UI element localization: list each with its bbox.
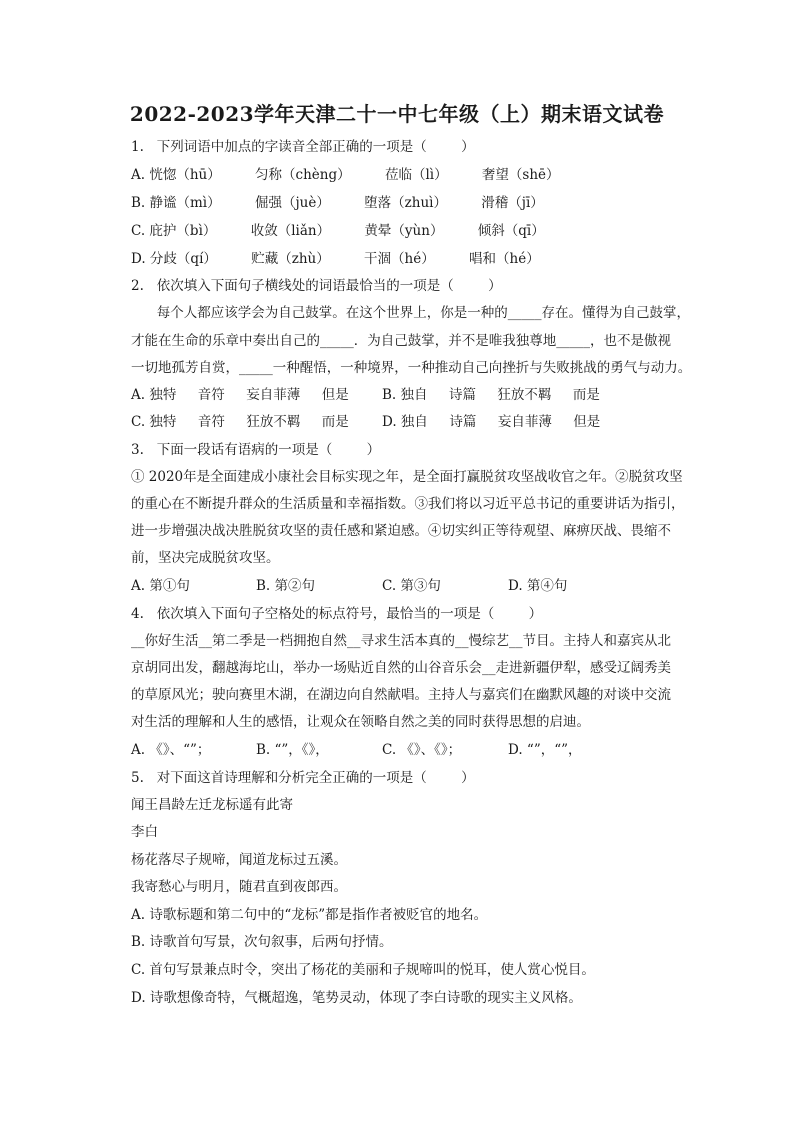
q2-passage-line: 每个人都应该学会为自己鼓掌。在这个世界上，你是一种的_____存在。懂得为自己鼓掌，	[131, 305, 690, 321]
q3-stem: 3. 下面一段话有语病的一项是（ ）	[131, 442, 381, 458]
q5-option-a: A. 诗歌标题和第二句中的“龙标”都是指作者被贬官的地名。	[131, 907, 488, 923]
q1-option-a: A. 恍惚（hū） 匀称（chèng） 莅临（lì） 奢望（shē）	[131, 167, 560, 183]
q3-option-c: C. 第③句	[382, 578, 441, 594]
q5-option-c: C. 首句写景兼点时令，突出了杨花的美丽和子规啼叫的悦耳，使人赏心悦目。	[131, 962, 595, 978]
q4-passage-line: 对生活的理解和人生的感悟，让观众在领略自然之美的同时获得思想的启迪。	[131, 714, 590, 730]
q4-option-a: A. 《》、“”；	[131, 742, 211, 758]
q5-stem: 5. 对下面这首诗理解和分析完全正确的一项是（ ）	[131, 770, 475, 786]
poem-author: 李白	[131, 824, 158, 840]
q1-stem: 1. 下列词语中加点的字读音全部正确的一项是（ ）	[131, 139, 475, 155]
exam-title: 2022-2023学年天津二十一中七年级（上）期末语文试卷	[129, 102, 665, 126]
q1-option-d: D. 分歧（qí） 贮藏（zhù） 干涸（hé） 唱和（hé）	[131, 251, 540, 267]
q2-option-d: D. 独自 诗篇 妄自菲薄 但是	[382, 414, 601, 430]
q4-stem: 4. 依次填入下面句子空格处的标点符号，最恰当的一项是（ ）	[131, 606, 543, 622]
q4-option-d: D. “”，“”，	[508, 742, 582, 758]
q4-option-b: B. “”，《》，	[256, 742, 329, 758]
q4-passage-line: __你好生活__第二季是一档拥抱自然__寻求生活本真的__慢综艺__节目。主持人和嘉宾从北	[131, 633, 671, 649]
q5-option-b: B. 诗歌首句写景，次句叙事，后两句抒情。	[131, 934, 393, 950]
q4-passage-line: 的草原风光；驶向赛里木湖，在湖边向自然献唱。主持人与嘉宾们在幽默风趣的对谈中交流	[131, 687, 671, 703]
q1-option-b: B. 静谧（mì） 倔强（juè） 堕落（zhuì） 滑稽（jī）	[131, 195, 544, 211]
q1-option-c: C. 庇护（bì） 收敛（liǎn） 黄晕（yùn） 倾斜（qī）	[131, 223, 545, 239]
q2-passage-line: 一切地孤芳自赏，_____一种醒悟，一种境界，一种推动自己向挫折与失败挑战的勇气与动力。	[131, 360, 692, 376]
poem-title: 闻王昌龄左迁龙标遥有此寄	[131, 797, 293, 813]
q3-option-a: A. 第①句	[131, 578, 190, 594]
q3-passage-line: 进一步增强决战决胜脱贫攻坚的责任感和紧迫感。④切实纠正等待观望、麻痹厌战、畏缩不	[131, 523, 671, 539]
q2-passage-line: 才能在生命的乐章中奏出自己的_____．为自己鼓掌，并不是唯我独尊地_____，也不是傲视	[131, 333, 671, 349]
q4-passage-line: 京胡同出发，翻越海坨山，举办一场贴近自然的山谷音乐会__走进新疆伊犁，感受辽阔秀美	[131, 660, 671, 676]
q2-option-a: A. 独特 音符 妄自菲薄 但是	[131, 387, 349, 403]
q3-passage-line: 的重心在不断提升群众的生活质量和幸福指数。③我们将以习近平总书记的重要讲话为指引，	[131, 496, 685, 512]
q3-passage-line: 前，坚决完成脱贫攻坚。	[131, 550, 280, 566]
poem-line: 杨花落尽子规啼，闻道龙标过五溪。	[131, 852, 347, 868]
q2-option-b: B. 独自 诗篇 狂放不羁 而是	[382, 387, 600, 403]
poem-line: 我寄愁心与明月，随君直到夜郎西。	[131, 879, 347, 895]
q3-option-d: D. 第④句	[508, 578, 568, 594]
q5-option-d: D. 诗歌想像奇特，气概超逸，笔势灵动，体现了李白诗歌的现实主义风格。	[131, 990, 582, 1006]
q2-option-c: C. 独特 音符 狂放不羁 而是	[131, 414, 349, 430]
q3-option-b: B. 第②句	[256, 578, 316, 594]
q3-passage-line: ① 2020年是全面建成小康社会目标实现之年，是全面打赢脱贫攻坚战收官之年。②脱贫攻坚	[131, 469, 683, 485]
q4-option-c: C. 《》、《》；	[382, 742, 462, 758]
q2-stem: 2. 依次填入下面句子横线处的词语最恰当的一项是（ ）	[131, 278, 502, 294]
